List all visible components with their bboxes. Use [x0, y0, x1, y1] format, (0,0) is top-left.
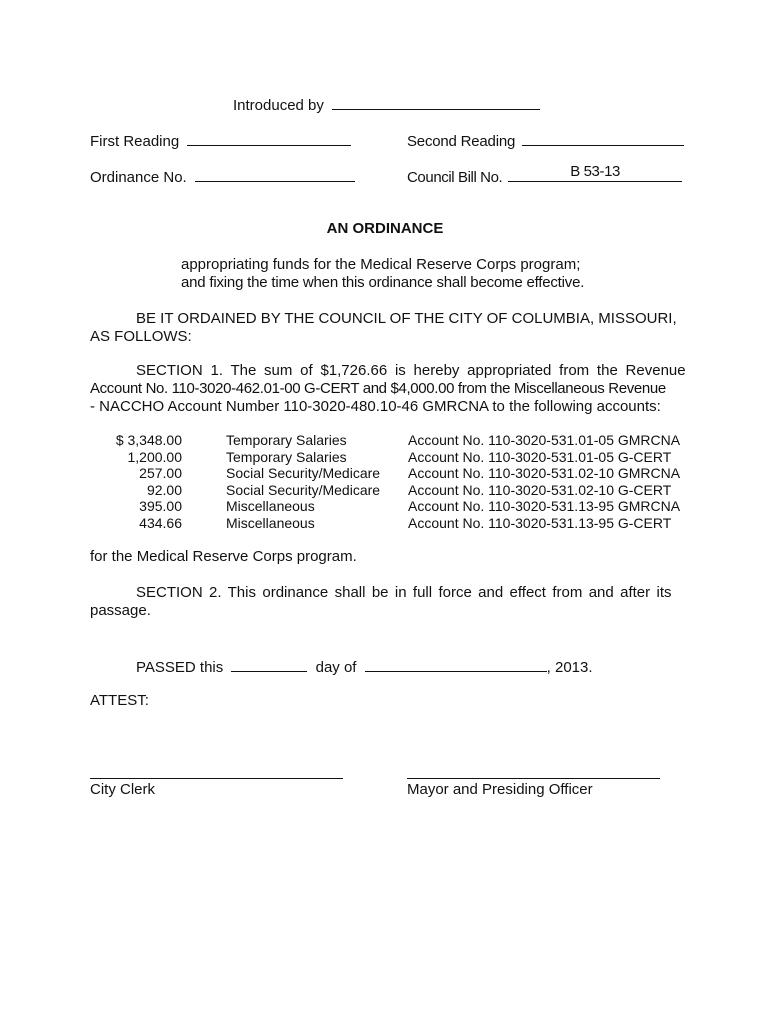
- description-cell: Temporary Salaries: [226, 448, 347, 465]
- city-clerk-signature-line: [90, 778, 343, 779]
- second-reading-blank: [522, 130, 684, 146]
- attest-label: ATTEST:: [90, 692, 149, 709]
- introduced-by-blank: [332, 94, 540, 110]
- description-cell: Miscellaneous: [226, 514, 315, 531]
- amount-cell: 1,200.00: [127, 448, 182, 465]
- first-reading-label: First Reading: [90, 133, 180, 150]
- program-line: for the Medical Reserve Corps program.: [90, 548, 357, 565]
- table-row: [90, 498, 690, 515]
- introduced-by-row: [233, 94, 540, 115]
- description-cell: Social Security/Medicare: [226, 481, 381, 498]
- amount-cell: 257.00: [139, 465, 182, 481]
- description-cell: Temporary Salaries: [226, 432, 347, 448]
- first-reading-row: [90, 130, 351, 151]
- second-reading-row: [407, 130, 684, 151]
- council-bill-value: B 53-13: [570, 163, 620, 180]
- document-title: AN ORDINANCE: [326, 220, 444, 237]
- accounts-table: [90, 432, 690, 531]
- passed-prefix: PASSED this: [136, 659, 224, 676]
- ordained-line-1: BE IT ORDAINED BY THE COUNCIL OF THE CITY OF COLUMBIA, MISSOURI,: [136, 310, 677, 327]
- table-row: [90, 449, 690, 466]
- passed-suffix: , 2013.: [546, 659, 593, 676]
- section1-line-3: - NACCHO Account Number 110-3020-480.10-46 GMRCNA to the following accounts:: [90, 398, 661, 415]
- mayor-signature-line: [407, 778, 660, 779]
- section1-line-2: Account No. 110-3020-462.01-00 G-CERT and $4,000.00 from the Miscellaneous Revenue: [90, 380, 666, 397]
- section2-line-1: SECTION 2. This ordinance shall be in full force and effect from and after its: [136, 584, 672, 601]
- ordinance-no-row: [90, 166, 355, 187]
- council-bill-label: Council Bill No.: [407, 169, 503, 186]
- first-reading-blank: [187, 130, 351, 146]
- amount-cell: 434.66: [139, 514, 182, 531]
- table-row: [90, 515, 690, 532]
- subtitle-line-2: and fixing the time when this ordinance shall become effective.: [181, 274, 585, 291]
- description-cell: Social Security/Medicare: [226, 465, 381, 481]
- account-cell: Account No. 110-3020-531.01-05 GMRCNA: [408, 432, 681, 448]
- mayor-label: Mayor and Presiding Officer: [407, 781, 593, 798]
- table-row: [90, 482, 690, 499]
- account-cell: Account No. 110-3020-531.13-95 G-CERT: [408, 514, 672, 531]
- ordained-line-2: AS FOLLOWS:: [90, 328, 192, 345]
- passed-row: [136, 656, 593, 677]
- council-bill-blank: [508, 163, 682, 182]
- account-cell: Account No. 110-3020-531.02-10 GMRCNA: [408, 465, 681, 481]
- second-reading-label: Second Reading: [407, 133, 516, 150]
- ordinance-no-blank: [195, 166, 355, 182]
- section2-line-2: passage.: [90, 602, 151, 619]
- introduced-by-label: Introduced by: [233, 97, 324, 114]
- account-cell: Account No. 110-3020-531.02-10 G-CERT: [408, 481, 672, 498]
- account-cell: Account No. 110-3020-531.01-05 G-CERT: [408, 448, 672, 465]
- amount-cell: $ 3,348.00: [115, 432, 182, 448]
- table-row: [90, 432, 690, 449]
- ordinance-no-label: Ordinance No.: [90, 169, 187, 186]
- description-cell: Miscellaneous: [226, 498, 315, 514]
- city-clerk-label: City Clerk: [90, 781, 156, 798]
- passed-day-blank: [231, 656, 307, 672]
- table-row: [90, 465, 690, 482]
- section1-line-1: SECTION 1. The sum of $1,726.66 is hereby appropriated from the Revenue: [136, 362, 686, 379]
- amount-cell: 92.00: [146, 481, 182, 498]
- passed-month-blank: [365, 656, 547, 672]
- account-cell: Account No. 110-3020-531.13-95 GMRCNA: [408, 498, 681, 514]
- council-bill-row: [407, 163, 682, 187]
- subtitle-line-1: appropriating funds for the Medical Reserve Corps program;: [181, 256, 581, 273]
- amount-cell: 395.00: [139, 498, 182, 514]
- passed-middle: day of: [315, 659, 357, 676]
